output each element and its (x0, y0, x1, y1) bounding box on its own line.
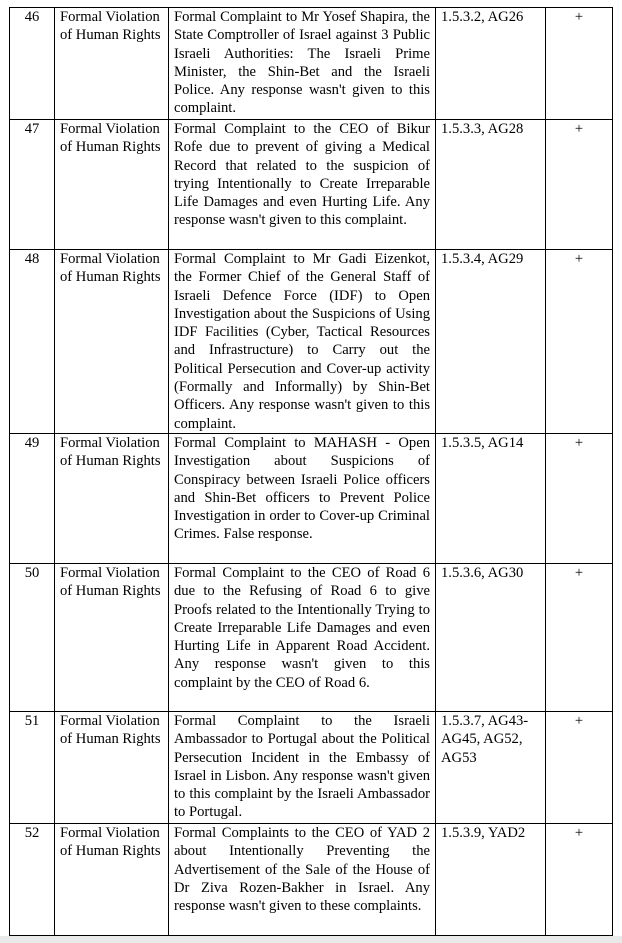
row-description: Formal Complaint to MAHASH - Open Investigation about Suspicions of Conspiracy between Israeli Police officers and Shin-Bet officers to Prevent Police Investigation in order to Cover-up Criminal Crimes. False response. (169, 433, 436, 563)
row-type: Formal Violation of Human Rights (55, 120, 169, 250)
row-reference: 1.5.3.4, AG29 (436, 250, 546, 434)
row-reference: 1.5.3.6, AG30 (436, 563, 546, 711)
row-number: 52 (10, 823, 55, 935)
table-row (10, 433, 613, 563)
row-number: 48 (10, 250, 55, 434)
row-description: Formal Complaint to Mr Gadi Eizenkot, the Former Chief of the General Staff of Israeli Defence Force (IDF) to Open Investigation about the Suspicions of Using IDF Facilities (Cyber, Tactical Resources and Infrastructure) to Carry out the Political Persecution and Cover-up activity (Formally and Informally) by Shin-Bet Officers. Any response wasn't given to this complaint. (169, 250, 436, 434)
row-reference: 1.5.3.3, AG28 (436, 120, 546, 250)
row-number: 50 (10, 563, 55, 711)
row-status: + (546, 823, 613, 935)
row-number: 49 (10, 433, 55, 563)
table-row (10, 823, 613, 935)
row-reference: 1.5.3.9, YAD2 (436, 823, 546, 935)
row-type: Formal Violation of Human Rights (55, 250, 169, 434)
row-status: + (546, 433, 613, 563)
table-row (10, 563, 613, 711)
table-row (10, 250, 613, 434)
row-description: Formal Complaints to the CEO of YAD 2 about Intentionally Preventing the Advertisement of the Sale of the House of Dr Ziva Rozen-Bakher in Israel. Any response wasn't given to these complaints. (169, 823, 436, 935)
row-status: + (546, 711, 613, 823)
row-type: Formal Violation of Human Rights (55, 711, 169, 823)
table-row (10, 711, 613, 823)
row-type: Formal Violation of Human Rights (55, 433, 169, 563)
row-number: 46 (10, 8, 55, 120)
row-reference: 1.5.3.7, AG43-AG45, AG52, AG53 (436, 711, 546, 823)
row-type: Formal Violation of Human Rights (55, 823, 169, 935)
complaints-table (9, 7, 613, 936)
row-reference: 1.5.3.2, AG26 (436, 8, 546, 120)
table-row (10, 120, 613, 250)
window-bottom-edge (0, 936, 622, 943)
row-reference: 1.5.3.5, AG14 (436, 433, 546, 563)
row-description: Formal Complaint to the CEO of Bikur Rofe due to prevent of giving a Medical Record that related to the suspicion of trying Intentionally to Create Irreparable Life Damages and even Hurting Life. Any response wasn't given to this complaint. (169, 120, 436, 250)
row-status: + (546, 8, 613, 120)
row-description: Formal Complaint to Mr Yosef Shapira, the State Comptroller of Israel against 3 Public Israeli Authorities: The Israeli Prime Minister, the Shin-Bet and the Israeli Police. Any response wasn't given to this complaint. (169, 8, 436, 120)
row-status: + (546, 563, 613, 711)
row-type: Formal Violation of Human Rights (55, 563, 169, 711)
row-type: Formal Violation of Human Rights (55, 8, 169, 120)
row-number: 47 (10, 120, 55, 250)
table-row (10, 8, 613, 120)
row-description: Formal Complaint to the CEO of Road 6 due to the Refusing of Road 6 to give Proofs related to the Intentionally Trying to Create Irreparable Life Damages and even Hurting Life in Apparent Road Accident. Any response wasn't given to this complaint by the CEO of Road 6. (169, 563, 436, 711)
row-description: Formal Complaint to the Israeli Ambassador to Portugal about the Political Persecution Incident in the Embassy of Israel in Lisbon. Any response wasn't given to this complaint by the Israeli Ambassador to Portugal. (169, 711, 436, 823)
row-status: + (546, 250, 613, 434)
row-number: 51 (10, 711, 55, 823)
row-status: + (546, 120, 613, 250)
